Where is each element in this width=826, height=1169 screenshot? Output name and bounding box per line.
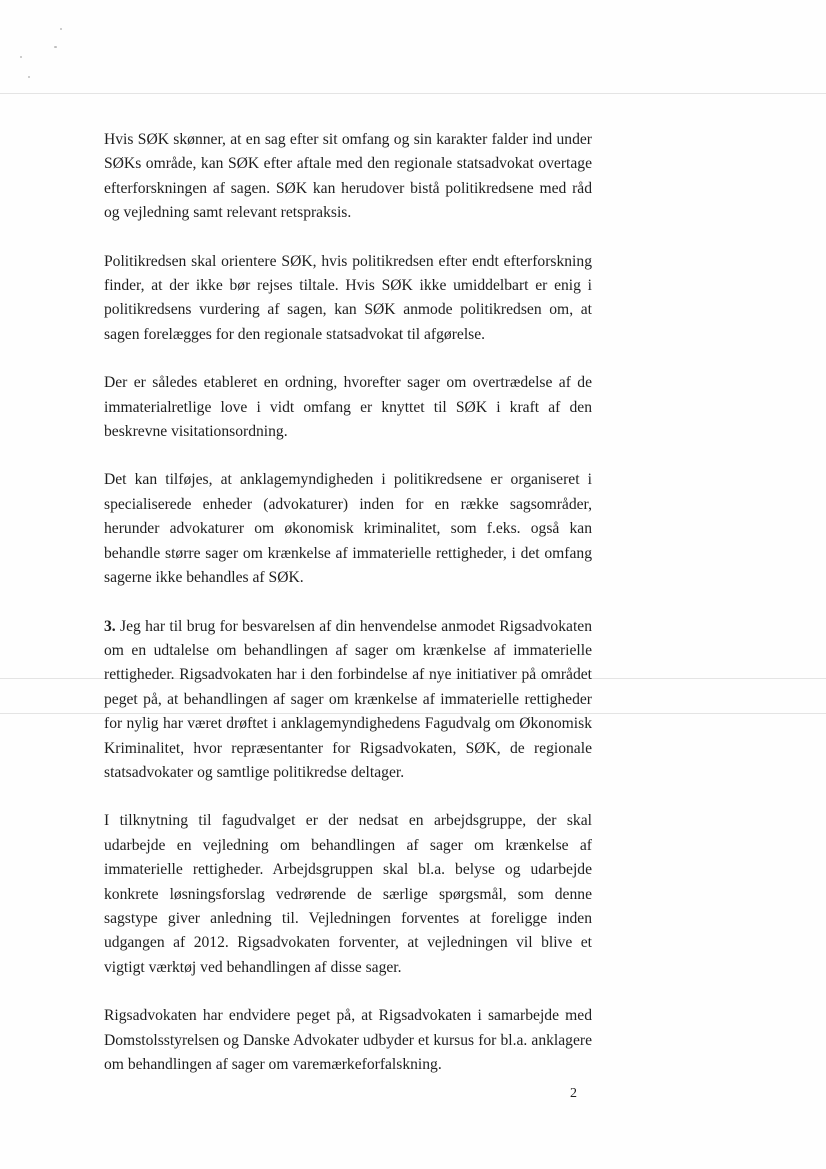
paragraph-text: Rigsadvokaten har endvidere peget på, at Rigsadvokaten i samarbejde med Domstolsstyrelsen og Danske Advokater udbyder et kursus for bl.a. anklagere om behandlingen af sager om varemærkeforfalskning. xyxy=(104,1007,592,1073)
scan-speck xyxy=(28,76,30,78)
scan-line xyxy=(0,93,826,94)
scan-speck xyxy=(54,46,57,48)
paragraph-advokaturer xyxy=(104,468,592,590)
paragraph-text: I tilknytning til fagudvalget er der nedsat en arbejdsgruppe, der skal udarbejde en vejledning om behandlingen af sager om krænkelse af immaterielle rettigheder. Arbejdsgruppen skal bl.a. belyse og udarbejde konkrete løsningsforslag vedrørende de særlige spørgsmål, som denne sagstype giver anledning til. Vejledningen forventes at foreligge inden udgangen af 2012. Rigsadvokaten forventer, at vejledningen vil blive et vigtigt værktøj ved behandlingen af disse sager. xyxy=(104,812,592,976)
page-number: 2 xyxy=(570,1086,577,1101)
paragraph-working-group xyxy=(104,809,592,980)
paragraph-course xyxy=(104,1004,592,1077)
scan-speck xyxy=(60,28,62,30)
paragraph-text: Der er således etableret en ordning, hvorefter sager om overtrædelse af de immaterialretlige love i vidt omfang er knyttet til SØK i kraft af den beskrevne visitationsordning. xyxy=(104,374,592,441)
scan-speck xyxy=(20,56,22,58)
section-number: 3. xyxy=(104,617,116,635)
paragraph-sok-takeover xyxy=(104,128,592,226)
paragraph-text: Det kan tilføjes, at anklagemyndigheden i politikredsene er organiseret i specialiserede enheder (advokaturer) inden for en række sagsområder, herunder advokaturer om økonomisk kriminalitet, som f.eks. også kan behandle større sager om krænkelse af immaterielle rettigheder, i det omfang sagerne ikke behandles af SØK. xyxy=(104,471,592,587)
paragraph-text: Politikredsen skal orientere SØK, hvis politikredsen efter endt efterforskning finder, at der ikke bør rejses tiltale. Hvis SØK ikke umiddelbart er enig i politikredsens vurdering af sagen, kan SØK anmode politikredsen om, at sagen forelægges for den regionale statsadvokat til afgørelse. xyxy=(104,252,592,343)
letter-body xyxy=(104,128,592,1101)
paragraph-section-3 xyxy=(104,615,592,786)
paragraph-politikreds-orientation xyxy=(104,250,592,348)
paragraph-text: Jeg har til brug for besvarelsen af din henvendelse anmodet Rigsadvokaten om en udtalelse om behandlingen af sager om krænkelse af immaterielle rettigheder. Rigsadvokaten har i den forbindelse af nye initiativer på området peget på, at behandlingen af sager om krænkelse af immaterielle rettigheder for nylig har været drøftet i anklagemyndighedens Fagudvalg om Økonomisk Kriminalitet, hvor repræsentanter for Rigsadvokaten, SØK, de regionale statsadvokater og samtlige politikredse deltager. xyxy=(104,617,592,781)
paragraph-visitation-scheme xyxy=(104,371,592,444)
paragraph-text: Hvis SØK skønner, at en sag efter sit omfang og sin karakter falder ind under SØKs område, kan SØK efter aftale med den regionale statsadvokat overtage efterforskningen af sagen. SØK kan herudover bistå politikredsene med råd og vejledning samt relevant retspraksis. xyxy=(104,131,592,222)
